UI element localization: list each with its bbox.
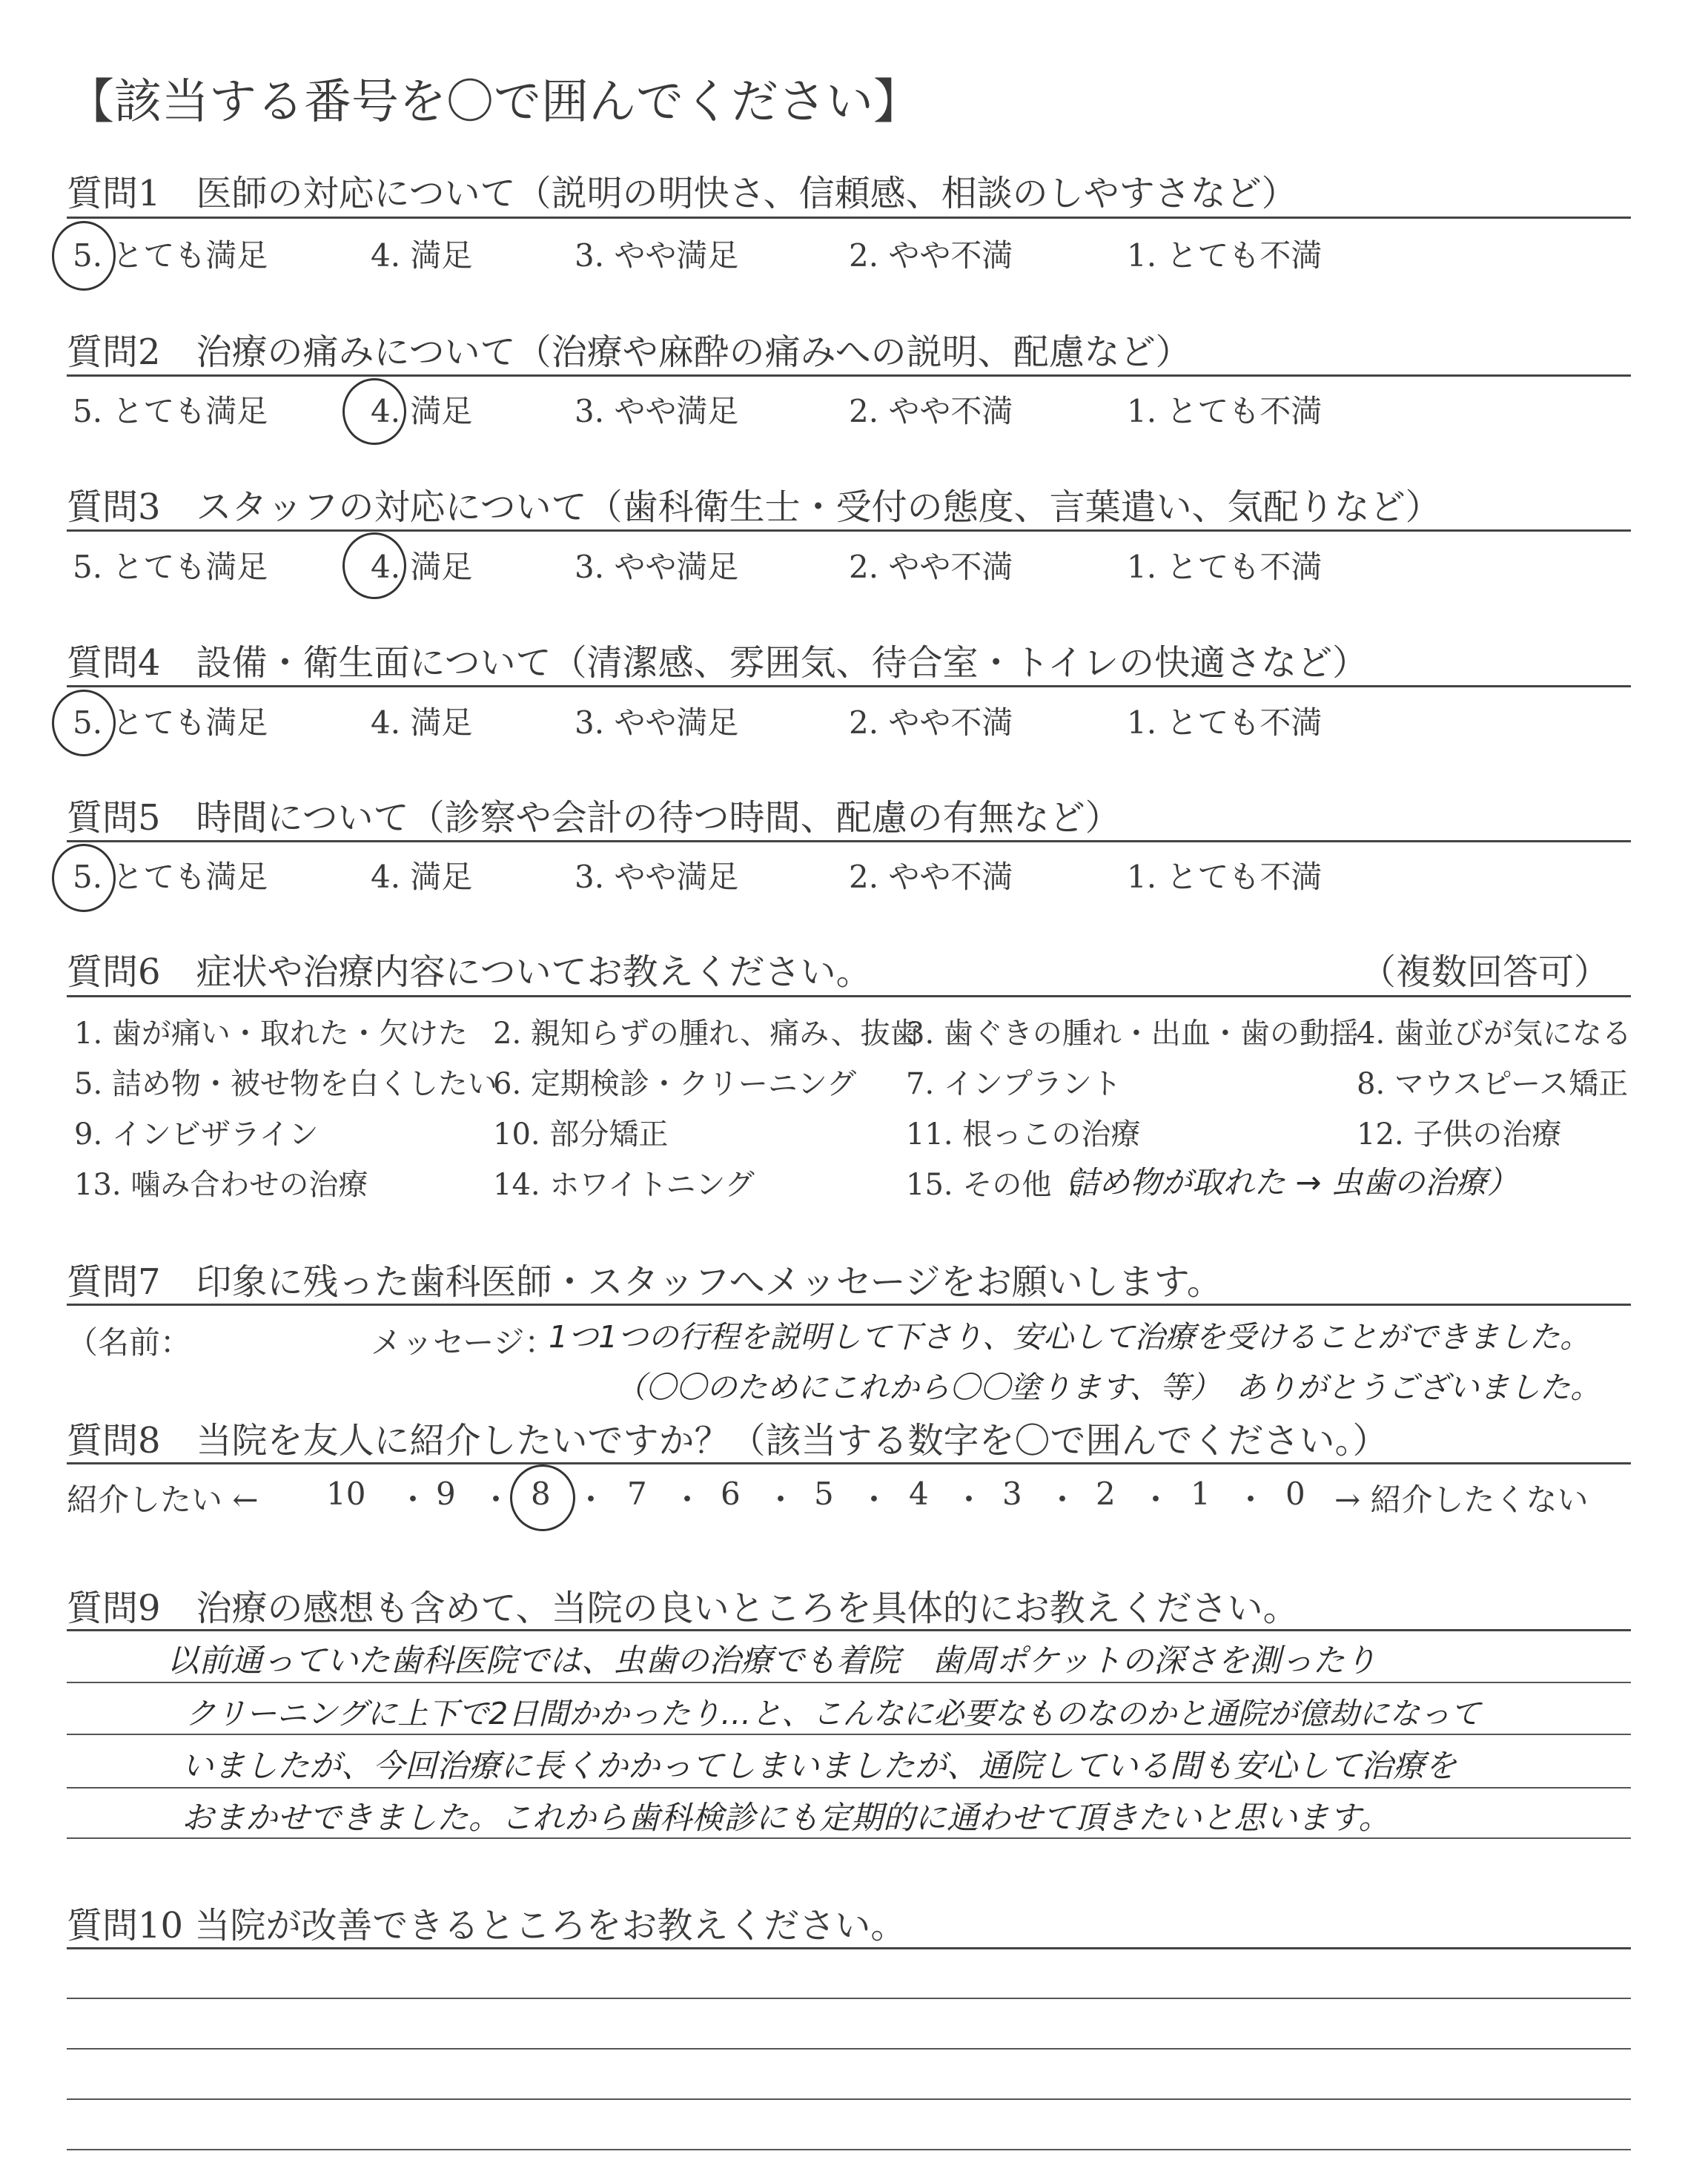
recommend-left-label: 紹介したい ← bbox=[67, 1482, 259, 1518]
feedback-line-4[interactable]: おまかせできました。これから歯科検診にも定期的に通わせて頂きたいと思います。 bbox=[182, 1800, 1391, 1837]
q1-option-3[interactable]: 3. やや満足 bbox=[575, 237, 739, 274]
scale-option[interactable]: 3 bbox=[1002, 1476, 1022, 1512]
q5-option-4[interactable]: 4. 満足 bbox=[371, 859, 473, 895]
q2-option-2[interactable]: 2. やや不満 bbox=[849, 393, 1013, 429]
scale-separator: ・ bbox=[480, 1482, 512, 1518]
scale-separator: ・ bbox=[1140, 1482, 1172, 1518]
scale-option[interactable]: 9 bbox=[436, 1476, 456, 1512]
scale-separator: ・ bbox=[672, 1482, 704, 1518]
symptom-option[interactable]: 13. 噛み合わせの治療 bbox=[74, 1168, 368, 1202]
scale-separator: ・ bbox=[953, 1482, 985, 1518]
other-symptom-answer[interactable]: 詰め物が取れた → 虫歯の治療） bbox=[1068, 1164, 1518, 1200]
symptom-option[interactable]: 5. 詰め物・被せ物を白くしたい bbox=[74, 1067, 497, 1101]
page-title: 【該当する番号を〇で囲んでください】 bbox=[67, 75, 921, 130]
message-label: メッセージ： bbox=[371, 1324, 556, 1361]
q3-option-3[interactable]: 3. やや満足 bbox=[575, 549, 739, 585]
q2-option-5[interactable]: 5. とても満足 bbox=[73, 393, 268, 429]
name-label: （名前： bbox=[67, 1324, 192, 1361]
message-text-line-1[interactable]: 1つ1つの行程を説明して下さり、安心して治療を受けることができました。 bbox=[549, 1319, 1591, 1355]
question-1-heading: 質問1 医師の対応について（説明の明快さ、信頼感、相談のしやすさなど） bbox=[67, 173, 1297, 214]
question-7-heading: 質問7 印象に残った歯科医師・スタッフへメッセージをお願いします。 bbox=[67, 1261, 1222, 1303]
q5-option-1[interactable]: 1. とても不満 bbox=[1127, 859, 1323, 895]
symptom-option[interactable]: 10. 部分矯正 bbox=[493, 1117, 669, 1152]
feedback-line-2[interactable]: クリーニングに上下で2日間かかったり…と、こんなに必要なものなのかと通院が億劫になって bbox=[185, 1696, 1481, 1731]
q5-option-3[interactable]: 3. やや満足 bbox=[575, 859, 739, 895]
q5-option-2[interactable]: 2. やや不満 bbox=[849, 859, 1013, 895]
scale-separator: ・ bbox=[575, 1482, 607, 1518]
selection-circle-icon bbox=[510, 1464, 575, 1531]
symptom-option[interactable]: 6. 定期検診・クリーニング bbox=[493, 1067, 857, 1101]
question-2-heading: 質問2 治療の痛みについて（治療や麻酔の痛みへの説明、配慮など） bbox=[67, 331, 1191, 373]
divider bbox=[67, 217, 1631, 219]
q5-option-5[interactable]: 5. とても満足 bbox=[73, 859, 268, 895]
symptom-option-other[interactable]: 15. その他（ bbox=[906, 1168, 1082, 1202]
selection-circle-icon bbox=[342, 532, 406, 599]
scale-separator: ・ bbox=[1235, 1482, 1267, 1518]
q4-option-1[interactable]: 1. とても不満 bbox=[1127, 704, 1323, 741]
divider bbox=[67, 1629, 1631, 1631]
scale-separator: ・ bbox=[1047, 1482, 1079, 1518]
writing-line[interactable] bbox=[67, 2098, 1631, 2100]
selection-circle-icon bbox=[52, 221, 116, 291]
scale-option[interactable]: 0 bbox=[1285, 1476, 1305, 1512]
message-text-line-2[interactable]: （〇〇のためにこれから〇〇塗ります、等） ありがとうございました。 bbox=[615, 1370, 1601, 1405]
writing-line bbox=[67, 1787, 1631, 1789]
scale-separator: ・ bbox=[858, 1482, 890, 1518]
writing-line bbox=[67, 1734, 1631, 1735]
q1-option-5[interactable]: 5. とても満足 bbox=[73, 237, 268, 274]
scale-option[interactable]: 2 bbox=[1096, 1476, 1116, 1512]
question-10-heading: 質問10 当院が改善できるところをお教えください。 bbox=[67, 1905, 907, 1946]
question-3-heading: 質問3 スタッフの対応について（歯科衛生士・受付の態度、言葉遣い、気配りなど） bbox=[67, 486, 1441, 528]
symptom-option[interactable]: 2. 親知らずの腫れ、痛み、抜歯 bbox=[493, 1017, 920, 1051]
symptom-option[interactable]: 1. 歯が痛い・取れた・欠けた bbox=[74, 1017, 468, 1051]
selection-circle-icon bbox=[342, 378, 406, 445]
feedback-line-1[interactable]: 以前通っていた歯科医院では、虫歯の治療でも着院 歯周ポケットの深さを測ったり bbox=[167, 1642, 1377, 1680]
q2-option-1[interactable]: 1. とても不満 bbox=[1127, 393, 1323, 429]
question-9-heading: 質問9 治療の感想も含めて、当院の良いところを具体的にお教えください。 bbox=[67, 1588, 1299, 1629]
q2-option-3[interactable]: 3. やや満足 bbox=[575, 393, 739, 429]
q1-option-2[interactable]: 2. やや不満 bbox=[849, 237, 1013, 274]
divider bbox=[67, 1462, 1631, 1464]
recommend-right-label: → 紹介したくない bbox=[1334, 1482, 1589, 1518]
q4-option-4[interactable]: 4. 満足 bbox=[371, 704, 473, 741]
writing-line[interactable] bbox=[67, 1998, 1631, 1999]
selection-circle-icon bbox=[52, 690, 116, 756]
scale-option[interactable]: 4 bbox=[909, 1476, 929, 1512]
q4-option-3[interactable]: 3. やや満足 bbox=[575, 704, 739, 741]
writing-line bbox=[67, 1837, 1631, 1839]
question-6-heading: 質問6 症状や治療内容についてお教えください。 bbox=[67, 951, 872, 993]
q3-option-5[interactable]: 5. とても満足 bbox=[73, 549, 268, 585]
question-5-heading: 質問5 時間について（診察や会計の待つ時間、配慮の有無など） bbox=[67, 797, 1121, 839]
symptom-option[interactable]: 3. 歯ぐきの腫れ・出血・歯の動揺 bbox=[906, 1017, 1359, 1051]
q1-option-1[interactable]: 1. とても不満 bbox=[1127, 237, 1323, 274]
symptom-option[interactable]: 7. インプラント bbox=[906, 1067, 1122, 1101]
writing-line bbox=[67, 1682, 1631, 1683]
q3-option-4[interactable]: 4. 満足 bbox=[371, 549, 473, 585]
divider bbox=[67, 840, 1631, 842]
selection-circle-icon bbox=[52, 844, 116, 912]
writing-line[interactable] bbox=[67, 2048, 1631, 2050]
scale-option[interactable]: 6 bbox=[721, 1476, 741, 1512]
q2-option-4[interactable]: 4. 満足 bbox=[371, 393, 473, 429]
scale-option[interactable]: 5 bbox=[814, 1476, 834, 1512]
scale-separator: ・ bbox=[397, 1482, 429, 1518]
scale-option[interactable]: 10 bbox=[326, 1476, 366, 1512]
symptom-option[interactable]: 8. マウスピース矯正 bbox=[1357, 1067, 1629, 1101]
divider bbox=[67, 1304, 1631, 1306]
divider bbox=[67, 685, 1631, 687]
divider bbox=[67, 529, 1631, 532]
q3-option-2[interactable]: 2. やや不満 bbox=[849, 549, 1013, 585]
q4-option-2[interactable]: 2. やや不満 bbox=[849, 704, 1013, 741]
divider bbox=[67, 1947, 1631, 1949]
question-4-heading: 質問4 設備・衛生面について（清潔感、雰囲気、待合室・トイレの快適さなど） bbox=[67, 642, 1368, 684]
symptom-option[interactable]: 4. 歯並びが気になる bbox=[1357, 1017, 1632, 1051]
scale-separator: ・ bbox=[765, 1482, 797, 1518]
q3-option-1[interactable]: 1. とても不満 bbox=[1127, 549, 1323, 585]
symptom-option[interactable]: 12. 子供の治療 bbox=[1357, 1117, 1562, 1152]
question-8-heading: 質問8 当院を友人に紹介したいですか？（該当する数字を〇で囲んでください。） bbox=[67, 1420, 1388, 1462]
q1-option-4[interactable]: 4. 満足 bbox=[371, 237, 473, 274]
feedback-line-3[interactable]: いましたが、今回治療に長くかかってしまいましたが、通院している間も安心して治療を bbox=[182, 1748, 1457, 1785]
scale-option[interactable]: 1 bbox=[1191, 1476, 1211, 1512]
q4-option-5[interactable]: 5. とても満足 bbox=[73, 704, 268, 741]
divider bbox=[67, 374, 1631, 377]
scale-option[interactable]: 8 bbox=[531, 1476, 551, 1512]
multiple-answers-note: （複数回答可） bbox=[1360, 951, 1610, 993]
scale-option[interactable]: 7 bbox=[627, 1476, 647, 1512]
symptom-option[interactable]: 11. 根っこの治療 bbox=[906, 1117, 1141, 1152]
divider bbox=[67, 995, 1631, 997]
writing-line[interactable] bbox=[67, 2149, 1631, 2150]
symptom-option[interactable]: 14. ホワイトニング bbox=[493, 1168, 755, 1202]
symptom-option[interactable]: 9. インビザライン bbox=[74, 1117, 319, 1152]
